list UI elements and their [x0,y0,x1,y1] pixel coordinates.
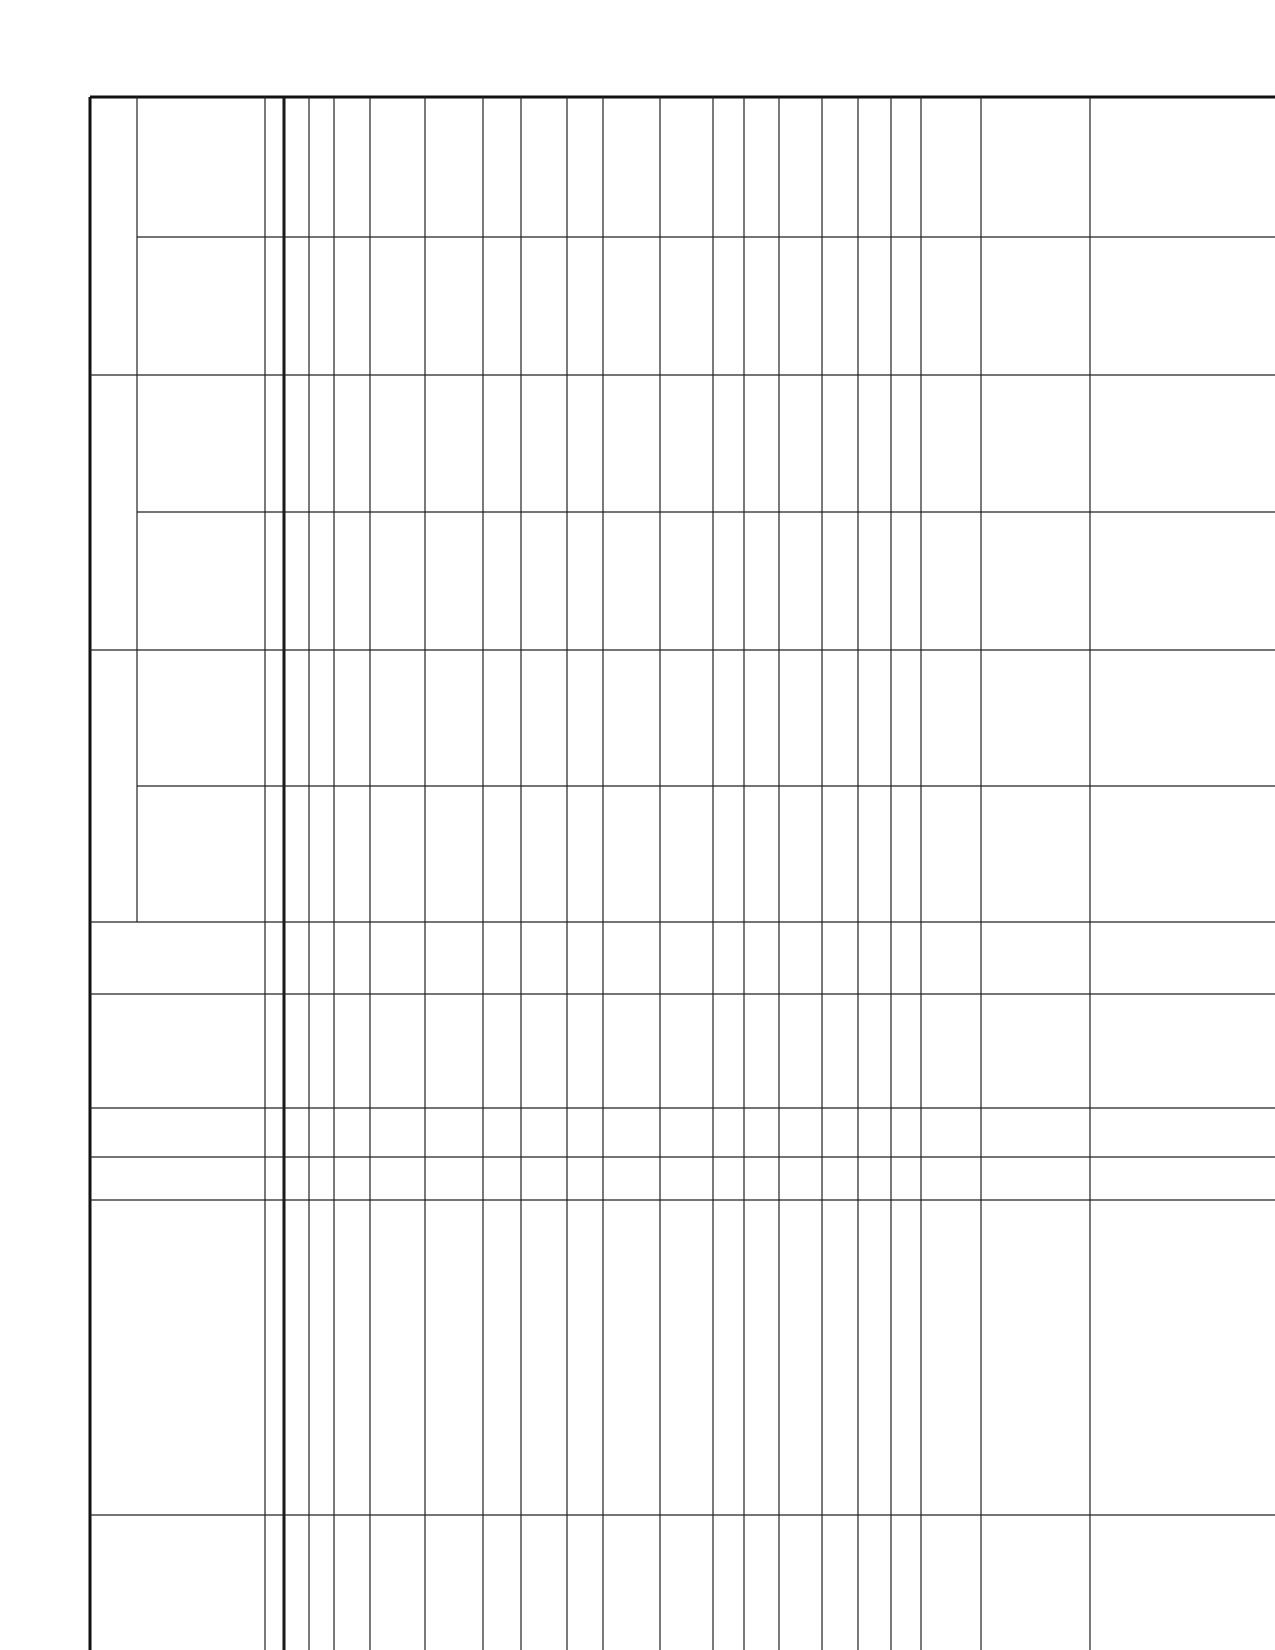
table-grid [90,97,1275,1650]
